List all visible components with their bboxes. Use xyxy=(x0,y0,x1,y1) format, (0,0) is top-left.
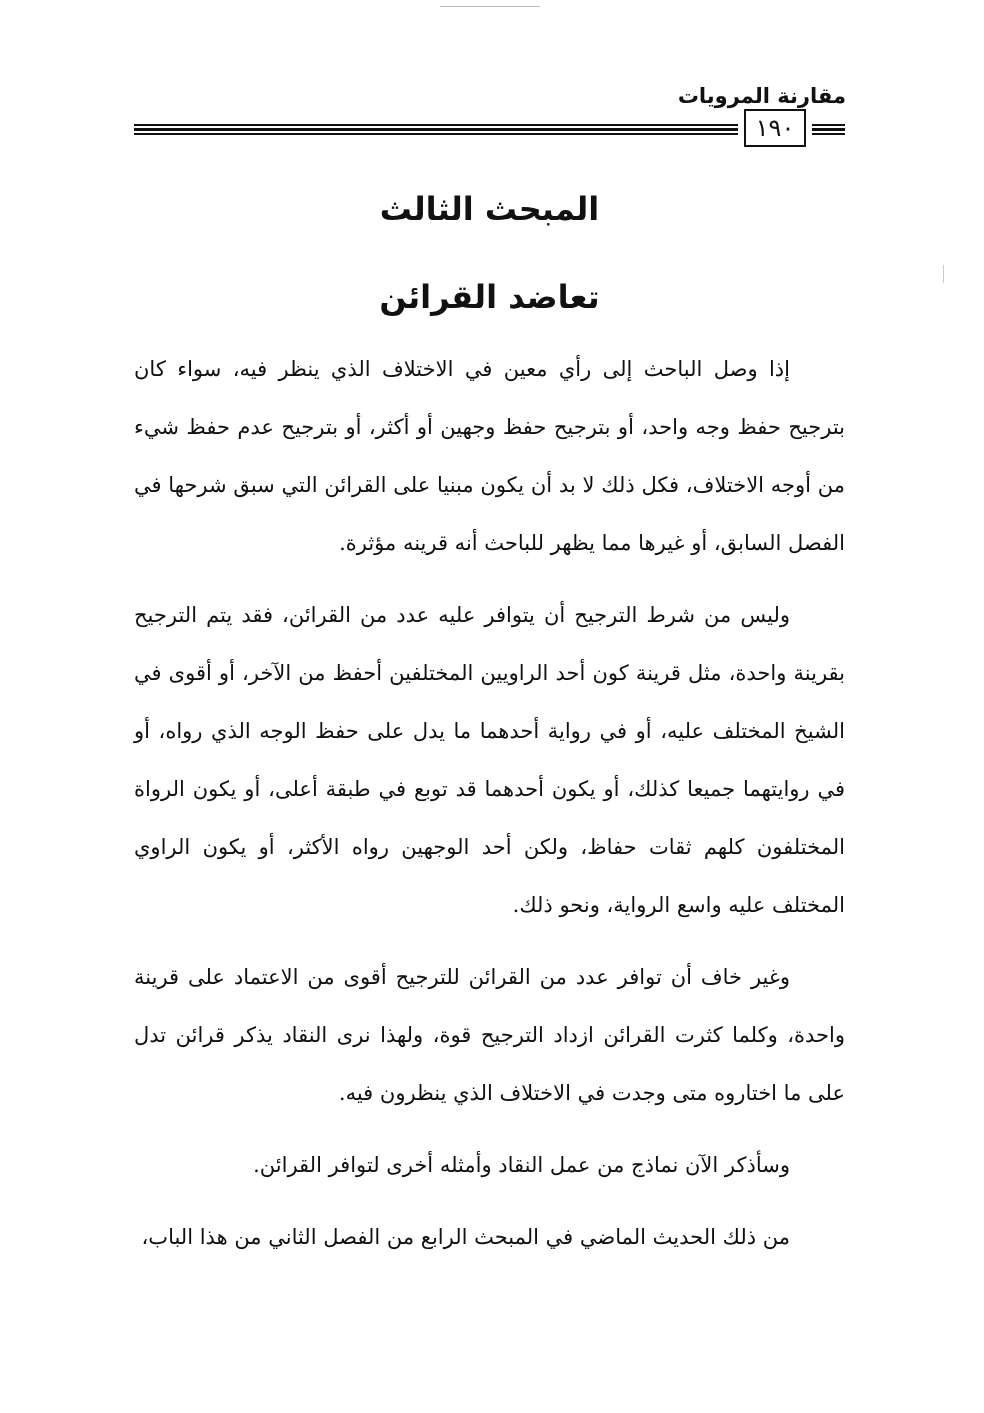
paragraph-5: من ذلك الحديث الماضي في المبحث الرابع من الفصل الثاني من هذا الباب، xyxy=(141,1225,790,1249)
page-number: ١٩٠ xyxy=(744,109,806,147)
paragraph-4: وسأذكر الآن نماذج من عمل النقاد وأمثله أخرى لتوافر القرائن. xyxy=(253,1153,790,1177)
header-rule-short xyxy=(812,119,845,139)
margin-mark xyxy=(943,265,944,283)
paragraph-3: وغير خاف أن توافر عدد من القرائن للترجيح أقوى من الاعتماد على قرينة واحدة، وكلما كثرت القرائن ازداد الترجيح قوة، ولهذا نرى النقاد يذكر قرائن تدل على ما اختاروه متى وجدت في الاختلاف الذي ينظرون فيه. xyxy=(134,965,845,1105)
running-title: مقارنة المرويات xyxy=(677,84,846,108)
paragraph-1: إذا وصل الباحث إلى رأي معين في الاختلاف الذي ينظر فيه، سواء كان بترجيح حفظ وجه واحد، أو بترجيح حفظ وجهين أو أكثر، أو بترجيح عدم حفظ شيء من أوجه الاختلاف، فكل ذلك لا بد أن يكون مبنيا على القرائن التي سبق شرحها في الفصل السابق، أو غيرها مما يظهر للباحث أنه قرينه مؤثرة. xyxy=(134,357,845,555)
header-rule xyxy=(134,119,738,139)
body-text xyxy=(134,340,845,1266)
section-title: المبحث الثالث xyxy=(379,190,600,228)
paragraph-2: وليس من شرط الترجيح أن يتوافر عليه عدد من القرائن، فقد يتم الترجيح بقرينة واحدة، مثل قرينة كون أحد الراويين المختلفين أحفظ من الآخر، أو أقوى في الشيخ المختلف عليه، أو في رواية أحدهما ما يدل على حفظ الوجه الذي رواه، أو في روايتهما جميعا كذلك، أو يكون أحدهما قد توبع في طبقة أعلى، أو يكون الرواة المختلفون كلهم ثقات حفاظ، ولكن أحد الوجهين رواه الأكثر، أو يكون الراوي المختلف عليه واسع الرواية، ونحو ذلك. xyxy=(134,603,845,917)
top-scan-mark xyxy=(440,6,540,7)
section-subtitle: تعاضد القرائن xyxy=(379,278,600,316)
